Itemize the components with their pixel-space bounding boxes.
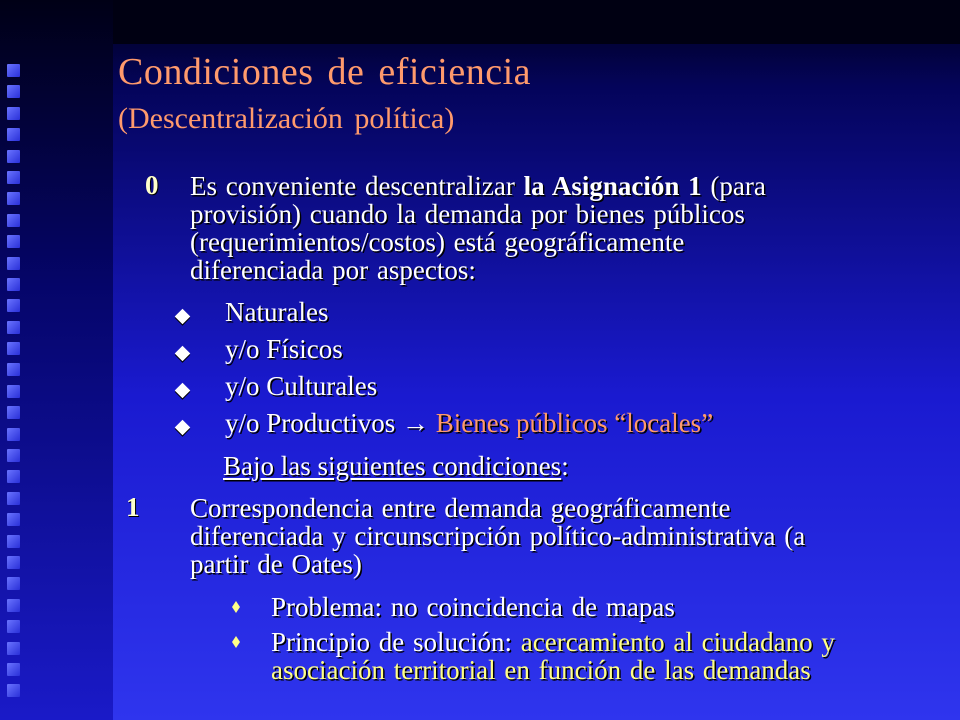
conditions-heading-text: Bajo las siguientes condiciones [223,451,562,481]
sub-bullet-principio-highlight: acercamiento al ciudadano y [520,627,835,657]
slide-subtitle: (Descentralización política) [118,102,455,135]
bullet-culturales: y/o Culturales [225,371,378,401]
diamond-bullet-icon [232,636,240,648]
top-dark-band [113,0,960,44]
bullet-productivos [225,408,713,439]
sub-bullet-principio [271,628,951,684]
diamond-bullet-icon [175,309,191,325]
item-0-text-bold: la Asignación 1 [523,171,702,201]
diamond-bullet-icon [175,420,191,436]
left-decorative-bar [0,0,113,720]
bullet-naturales: Naturales [225,297,329,327]
item-0-line4: diferenciada por aspectos: [190,255,476,285]
item-number-0: 0 [145,170,159,200]
bienes-publicos-locales: Bienes públicos “locales” [435,408,714,438]
sub-bullet-principio-line2: asociación territorial en función de las demandas [271,655,811,685]
diamond-bullet-icon [175,346,191,362]
decorative-squares [7,64,23,706]
item-number-1: 1 [126,492,140,522]
item-0-text [190,172,890,284]
item-0-line2: provisión) cuando la demanda por bienes públicos [190,199,745,229]
bullet-productivos-label: y/o Productivos [225,408,396,438]
right-arrow-icon: → [402,408,430,438]
diamond-bullet-icon [232,601,240,613]
conditions-heading [223,451,569,482]
slide-title: Condiciones de eficiencia [118,51,532,93]
item-1-line3: partir de Oates) [190,549,362,579]
item-0-text-after: (para [701,171,766,201]
conditions-heading-colon: : [561,451,569,481]
sub-bullet-problema: Problema: no coincidencia de mapas [271,592,675,622]
item-1-text [190,494,930,578]
item-0-text-before: Es conveniente descentralizar [190,171,524,201]
diamond-bullet-icon [175,383,191,399]
bullet-fisicos: y/o Físicos [225,334,343,364]
item-1-line2: diferenciada y circunscripción político-administrativa (a [190,521,806,551]
item-0-line3: (requerimientos/costos) está geográficamente [190,227,685,257]
item-1-line1: Correspondencia entre demanda geográficamente [190,493,731,523]
sub-bullet-principio-prefix: Principio de solución: [271,627,521,657]
